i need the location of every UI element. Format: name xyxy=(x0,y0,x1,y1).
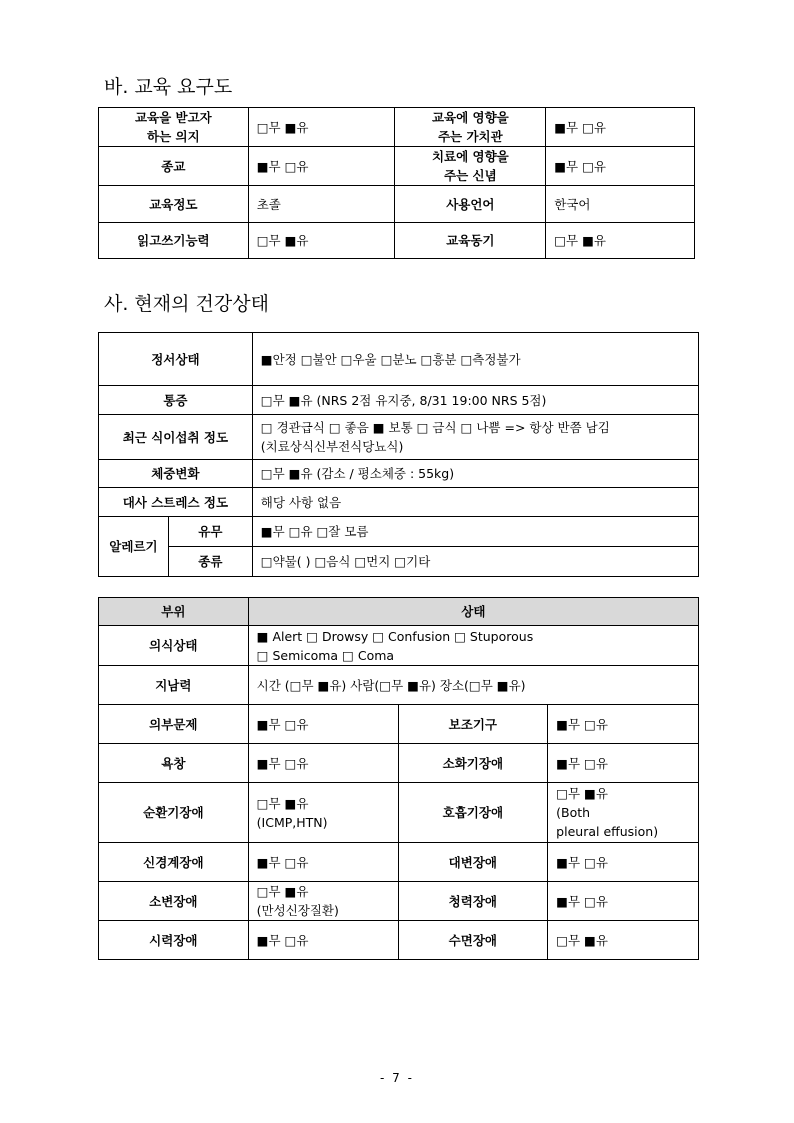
value-edu-level: 초졸 xyxy=(248,186,395,223)
value-will: □무 ■유 xyxy=(248,108,395,147)
status-value: ■무 □유 xyxy=(548,882,699,921)
status-value: ■무 □유 xyxy=(548,744,699,783)
label-weight: 체중변화 xyxy=(99,460,253,488)
value-pain: □무 ■유 (NRS 2점 유지중, 8/31 19:00 NRS 5점) xyxy=(252,386,698,415)
value-language: 한국어 xyxy=(546,186,695,223)
label-language: 사용언어 xyxy=(395,186,546,223)
label-religion: 종교 xyxy=(99,147,249,186)
value-motivation: □무 ■유 xyxy=(546,223,695,259)
value-allergy-kind: □약물( ) □음식 □먼지 □기타 xyxy=(252,547,698,577)
value-stress: 해당 사항 없음 xyxy=(252,488,698,517)
status-value: ■무 □유 xyxy=(548,705,699,744)
value-values: ■무 □유 xyxy=(546,108,695,147)
page-number: - 7 - xyxy=(380,1071,414,1085)
status-value: □무 ■유 (ICMP,HTN) xyxy=(248,783,398,843)
body-status-table xyxy=(98,597,699,960)
status-label: 순환기장애 xyxy=(99,783,249,843)
status-value: ■무 □유 xyxy=(248,921,398,960)
value-orientation: 시간 (□무 ■유) 사람(□무 ■유) 장소(□무 ■유) xyxy=(248,666,698,705)
label-allergy-kind: 종류 xyxy=(168,547,252,577)
status-label: 시력장애 xyxy=(99,921,249,960)
status-row xyxy=(99,882,699,921)
status-value: ■무 □유 xyxy=(248,744,398,783)
label-orientation: 지남력 xyxy=(99,666,249,705)
label-motivation: 교육동기 xyxy=(395,223,546,259)
status-value: ■무 □유 xyxy=(548,843,699,882)
header-part: 부위 xyxy=(99,598,249,626)
label-allergy: 알레르기 xyxy=(99,517,169,577)
status-row xyxy=(99,705,699,744)
status-row xyxy=(99,843,699,882)
status-row xyxy=(99,744,699,783)
label-will: 교육을 받고자 하는 의지 xyxy=(99,108,249,147)
status-value: □무 ■유 (만성신장질환) xyxy=(248,882,398,921)
label-emotion: 정서상태 xyxy=(99,333,253,386)
value-religion: ■무 □유 xyxy=(248,147,395,186)
label-intake: 최근 식이섭취 정도 xyxy=(99,415,253,460)
status-label: 수면장애 xyxy=(398,921,548,960)
status-label: 의부문제 xyxy=(99,705,249,744)
label-belief: 치료에 영향을 주는 신념 xyxy=(395,147,546,186)
health-table xyxy=(98,332,699,577)
label-values: 교육에 영향을 주는 가치관 xyxy=(395,108,546,147)
value-emotion: ■안정 □불안 □우울 □분노 □흥분 □측정불가 xyxy=(252,333,698,386)
status-label: 소화기장애 xyxy=(398,744,548,783)
status-value: ■무 □유 xyxy=(248,843,398,882)
label-allergy-yn: 유무 xyxy=(168,517,252,547)
status-label: 욕창 xyxy=(99,744,249,783)
value-belief: ■무 □유 xyxy=(546,147,695,186)
status-value: ■무 □유 xyxy=(248,705,398,744)
status-label: 보조기구 xyxy=(398,705,548,744)
status-label: 호흡기장애 xyxy=(398,783,548,843)
label-consciousness: 의식상태 xyxy=(99,626,249,666)
status-value: □무 ■유 (Both pleural effusion) xyxy=(548,783,699,843)
value-intake: □ 경관급식 □ 좋음 ■ 보통 □ 금식 □ 나쁨 => 항상 반쯤 남김 (치료상식신부전식당뇨식) xyxy=(252,415,698,460)
label-literacy: 읽고쓰기능력 xyxy=(99,223,249,259)
section-title-health: 사. 현재의 건강상태 xyxy=(104,293,269,315)
label-pain: 통증 xyxy=(99,386,253,415)
value-weight: □무 ■유 (감소 / 평소체중 : 55kg) xyxy=(252,460,698,488)
value-consciousness: ■ Alert □ Drowsy □ Confusion □ Stuporous □ Semicoma □ Coma xyxy=(248,626,698,666)
status-label: 신경계장애 xyxy=(99,843,249,882)
status-label: 청력장애 xyxy=(398,882,548,921)
status-label: 대변장애 xyxy=(398,843,548,882)
value-literacy: □무 ■유 xyxy=(248,223,395,259)
section-title-education: 바. 교육 요구도 xyxy=(104,76,233,98)
status-row xyxy=(99,921,699,960)
label-stress: 대사 스트레스 정도 xyxy=(99,488,253,517)
value-allergy-yn: ■무 □유 □잘 모름 xyxy=(252,517,698,547)
header-status: 상태 xyxy=(248,598,698,626)
status-row xyxy=(99,783,699,843)
label-edu-level: 교육정도 xyxy=(99,186,249,223)
status-label: 소변장애 xyxy=(99,882,249,921)
status-value: □무 ■유 xyxy=(548,921,699,960)
education-table xyxy=(98,107,695,259)
